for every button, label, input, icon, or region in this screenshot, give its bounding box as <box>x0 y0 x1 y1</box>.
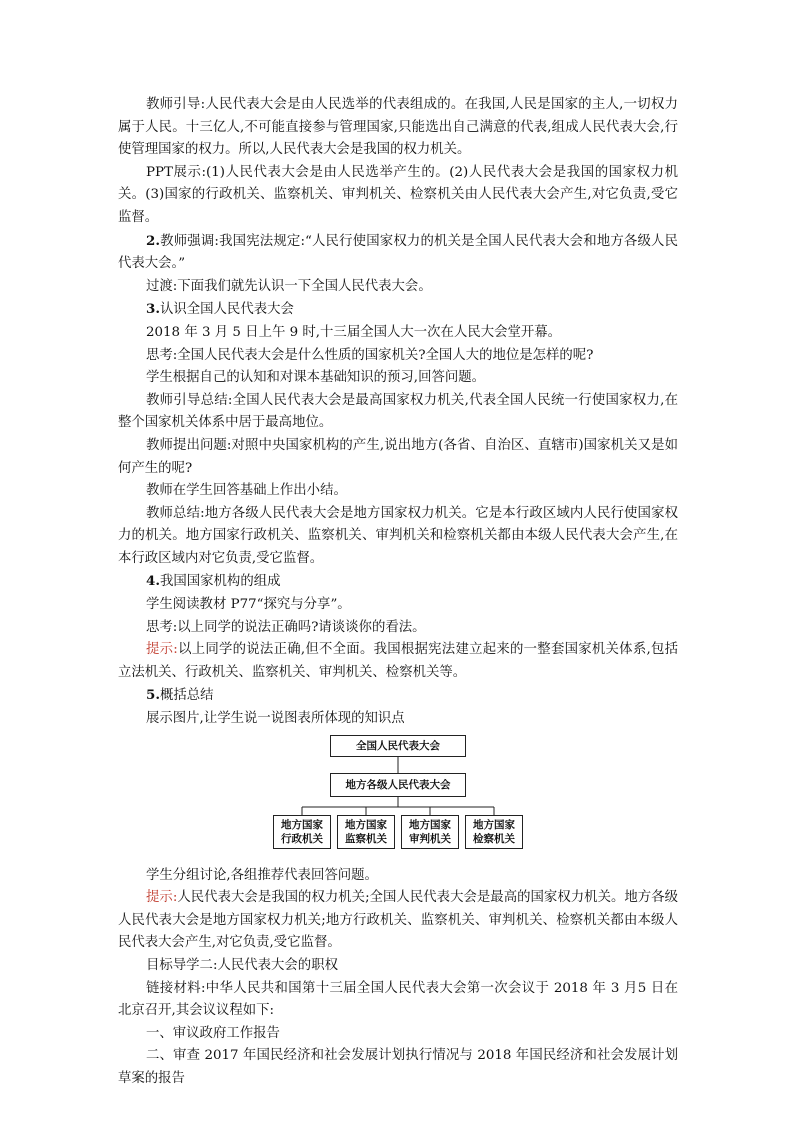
organization-diagram <box>118 735 678 861</box>
paragraph: 2.教师强调:我国宪法规定:“人民行使国家权力的机关是全国人民代表大会和地方各级人民代表大会。” <box>118 232 678 272</box>
paragraph: 学生根据自己的认知和对课本基础知识的预习,回答问题。 <box>146 370 486 386</box>
local-congress-box: 地方各级人民代表大会 <box>330 773 466 797</box>
paragraph: PPT展示:(1)人民代表大会是由人民选举产生的。(2)人民代表大会是我国的国家权力机关。(3)国家的行政机关、监察机关、审判机关、检察机关由人民代表大会产生,对它负责,受它监督。 <box>118 164 678 225</box>
hint-paragraph: 提示:以上同学的说法正确,但不全面。我国根据宪法建立起来的一整套国家机关体系,包括立法机关、行政机关、监察机关、审判机关、检察机关等。 <box>118 642 679 680</box>
paragraph: 教师引导总结:全国人民代表大会是最高国家权力机关,代表全国人民统一行使国家权力,在整个国家机关体系中居于最高地位。 <box>118 392 678 431</box>
document-body <box>118 94 678 1091</box>
paragraph: 展示图片,让学生说一说图表所体现的知识点 <box>146 711 405 727</box>
section-heading: 目标导学二:人民代表大会的职权 <box>146 958 338 973</box>
paragraph: 思考:全国人民代表大会是什么性质的国家机关?全国人大的地位是怎样的呢? <box>146 347 594 363</box>
section-heading: 4.我国国家机构的组成 <box>146 573 281 590</box>
local-supervisory-organ-box: 地方国家 监察机关 <box>337 815 395 849</box>
paragraph: 思考:以上同学的说法正确吗?请谈谈你的看法。 <box>146 619 426 635</box>
npc-box: 全国人民代表大会 <box>330 735 466 757</box>
local-administrative-organ-box: 地方国家 行政机关 <box>273 815 331 849</box>
section-heading: 3.认识全国人民代表大会 <box>146 301 294 318</box>
agenda-item: 二、审查 2017 年国民经济和社会发展计划执行情况与 2018 年国民经济和社会发展计划草案的报告 <box>118 1048 678 1086</box>
hint-paragraph: 提示:人民代表大会是我国的权力机关;全国人民代表大会是最高的国家权力机关。地方各级人民代表大会是地方国家权力机关;地方行政机关、监察机关、审判机关、检察机关都由本级人民代表大会产生,对它负责,受它监督。 <box>118 890 679 951</box>
hint-label: 提示: <box>146 642 178 658</box>
hint-label: 提示: <box>146 890 178 906</box>
section-heading: 5.概括总结 <box>146 687 214 704</box>
paragraph: 学生阅读教材 P77“探究与分享”。 <box>146 597 351 613</box>
paragraph: 链接材料:中华人民共和国第十三届全国人民代表大会第一次会议于 2018 年 3 月5 日在北京召开,其会议议程如下: <box>118 980 678 1019</box>
agenda-item: 一、审议政府工作报告 <box>146 1025 280 1041</box>
paragraph: 学生分组讨论,各组推荐代表回答问题。 <box>146 867 378 883</box>
local-judicial-organ-box: 地方国家 审判机关 <box>401 815 459 849</box>
paragraph: 教师在学生回答基础上作出小结。 <box>146 483 347 499</box>
paragraph: 教师提出问题:对照中央国家机构的产生,说出地方(各省、自治区、直辖市)国家机关又是如何产生的呢? <box>118 437 678 476</box>
local-procuratorial-organ-box: 地方国家 检察机关 <box>465 815 523 849</box>
paragraph: 过渡:下面我们就先认识一下全国人民代表大会。 <box>146 278 432 294</box>
paragraph: 教师引导:人民代表大会是由人民选举的代表组成的。在我国,人民是国家的主人,一切权力属于人民。十三亿人,不可能直接参与管理国家,只能选出自己满意的代表,组成人民代表大会,行使管理国家的权力。所以,人民代表大会是我国的权力机关。 <box>118 97 678 158</box>
paragraph: 教师总结:地方各级人民代表大会是地方国家权力机关。它是本行政区域内人民行使国家权力的机关。地方国家行政机关、监察机关、审判机关和检察机关都由本级人民代表大会产生,在本行政区域内对它负责,受它监督。 <box>118 505 678 566</box>
paragraph: 2018 年 3 月 5 日上午 9 时,十三届全国人大一次在人民大会堂开幕。 <box>146 324 562 340</box>
